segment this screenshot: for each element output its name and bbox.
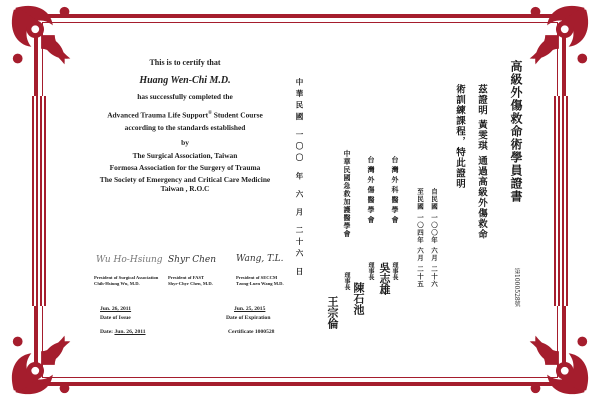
org-a-person: 吳志雄 [378, 262, 391, 295]
signatory-2 [168, 275, 213, 286]
course-line [80, 109, 290, 119]
date-line-value: Jun. 26, 2011 [114, 329, 146, 335]
english-body [80, 58, 290, 193]
org-b-name: 台灣外傷醫學會 [367, 156, 376, 226]
org-country: Taiwan , R.O.C [160, 184, 210, 194]
org-c-name: 中華民國急救加護醫學會 [343, 150, 352, 238]
certificate-number-value: 1000528 [254, 329, 275, 335]
chinese-body-line-2: 術訓練課程，特此證明 [454, 84, 465, 189]
corner-ornament-bottom-left [6, 322, 84, 400]
signature-3: Wang, T.L. [236, 254, 284, 264]
by-line: by [181, 138, 189, 148]
signatory-1 [94, 275, 158, 286]
org-b-person: 陳石池 [352, 282, 365, 315]
roc-date: 中華民國 一〇〇 年 六 月 二十六 日 [295, 78, 304, 279]
signature-2: Shyr Chen [168, 255, 217, 265]
course-suffix: Student Course [211, 110, 263, 120]
signatory-3-title: President of SECCM [236, 275, 278, 280]
signatory-2-name: Shyr-Chyr Chen, M.D. [168, 280, 213, 286]
signature-1: Wu Ho-Hsiung [96, 255, 163, 265]
right-border-band [554, 96, 568, 306]
date-line-label: Date: [100, 329, 114, 335]
date-line [100, 329, 146, 335]
expiry-date-label: Date of Expiration [226, 315, 271, 321]
certificate-number-label: Certificate [228, 329, 254, 335]
completed-line: has successfully completed the [137, 92, 233, 101]
course-name: Advanced Trauma Life Support [107, 110, 209, 120]
chinese-title: 高級外傷救命術學員證書 [509, 60, 523, 203]
org-emergency-society: The Society of Emergency and Critical Care Medicine [99, 175, 271, 185]
signatory-3-name: Tzong-Luen Wang M.D. [236, 280, 284, 286]
org-c-role: 理事長 [343, 272, 350, 290]
signatory-1-name: Chih-Hsiung Wu, M.D. [94, 280, 140, 286]
org-formosa-trauma: Formosa Association for the Surgery of Trauma [109, 163, 261, 173]
validity-to: 至民國 一〇四年 六月 二十五 [416, 188, 424, 288]
corner-ornament-top-right [516, 0, 594, 78]
org-a-role: 理事長 [391, 262, 398, 280]
expiry-date: Jun. 25, 2015 [234, 306, 266, 312]
issue-date-label: Date of Issue [100, 315, 131, 321]
certify-line: This is to certify that [149, 58, 221, 67]
chinese-body-line-1: 茲證明 黃雯琪 通過高級外傷救命 [476, 84, 487, 240]
org-surgical-association: The Surgical Association, Taiwan [132, 151, 238, 161]
signatory-1-title: President of Surgical Association [94, 275, 159, 280]
corner-ornament-bottom-right [516, 322, 594, 400]
org-a-name: 台灣外科醫學會 [391, 156, 400, 226]
corner-ornament-top-left [6, 0, 84, 78]
validity-from: 自民國 一〇〇年 六月 二十六 [430, 188, 438, 288]
org-b-role: 理事長 [367, 262, 374, 280]
registered-mark: ® [208, 111, 212, 116]
serial-number: 第1000528號 [513, 268, 520, 307]
org-c-person: 王宗倫 [326, 296, 339, 329]
signatory-2-title: President of FAST [168, 275, 205, 280]
issue-date: Jun. 26, 2011 [100, 306, 132, 312]
left-border-band [32, 96, 46, 306]
recipient-name: Huang Wen-Chi M.D. [139, 75, 231, 86]
standards-line: according to the standards established [124, 123, 246, 133]
certificate-number [228, 329, 274, 335]
signatory-3 [236, 275, 284, 286]
